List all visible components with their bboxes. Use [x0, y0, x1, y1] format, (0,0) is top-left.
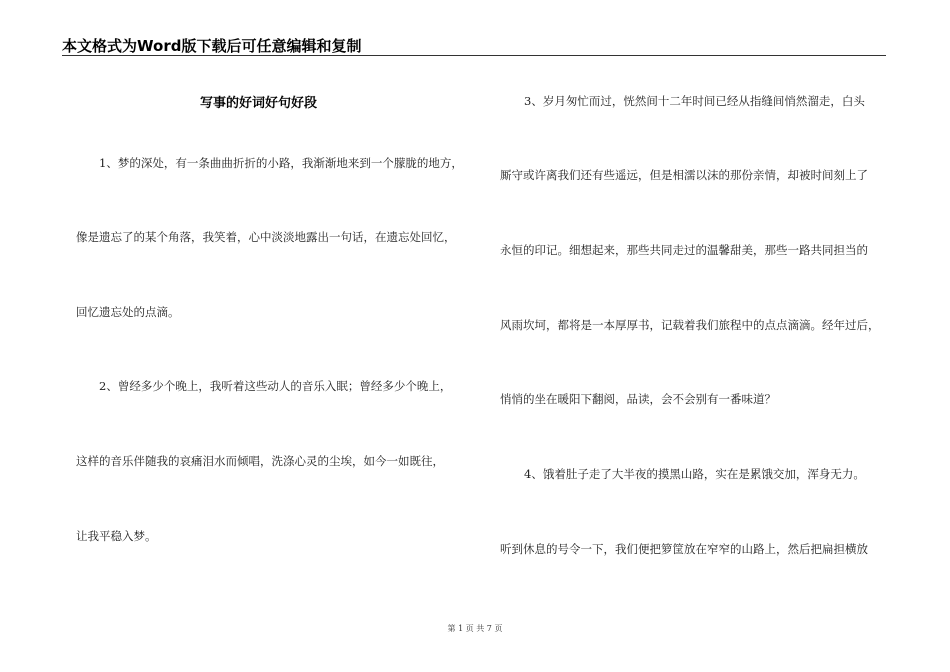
right-line-5: 悄悄的坐在暖阳下翻阅，品读，会不会别有一番味道？ — [500, 392, 776, 406]
header-text: 本文格式为Word版下载后可任意编辑和复制 — [62, 37, 362, 55]
right-line-2: 厮守或许离我们还有些遥远，但是相濡以沫的那份亲情，却被时间刻上了 — [500, 168, 868, 182]
left-line-6: 让我平稳入梦。 — [76, 529, 157, 543]
document-title: 写事的好词好句好段 — [200, 96, 318, 111]
left-line-5: 这样的音乐伴随我的哀痛泪水而倾唱，洗涤心灵的尘埃，如今一如既往， — [76, 454, 444, 468]
page-header — [62, 33, 886, 56]
right-line-4: 风雨坎坷，都将是一本厚厚书，记载着我们旅程中的点点滴滴。经年过后， — [500, 318, 880, 332]
page-footer: 第 1 页 共 7 页 — [447, 624, 503, 633]
right-line-3: 永恒的印记。细想起来，那些共同走过的温馨甜美，那些一路共同担当的 — [500, 243, 868, 257]
right-line-7: 听到休息的号令一下，我们便把箩筐放在窄窄的山路上，然后把扁担横放 — [500, 542, 868, 556]
left-line-1: 1、梦的深处，有一条曲曲折折的小路，我渐渐地来到一个朦胧的地方， — [99, 156, 463, 170]
left-line-4: 2、曾经多少个晚上，我听着这些动人的音乐入眠；曾经多少个晚上， — [99, 379, 452, 393]
right-line-6: 4、饿着肚子走了大半夜的摸黑山路，实在是累饿交加，浑身无力。 — [524, 467, 865, 481]
right-line-1: 3、岁月匆忙而过，恍然间十二年时间已经从指缝间悄然溜走，白头 — [524, 94, 865, 108]
left-line-2: 像是遗忘了的某个角落，我笑着，心中淡淡地露出一句话，在遗忘处回忆， — [76, 230, 456, 244]
left-line-3: 回忆遗忘处的点滴。 — [76, 305, 180, 319]
